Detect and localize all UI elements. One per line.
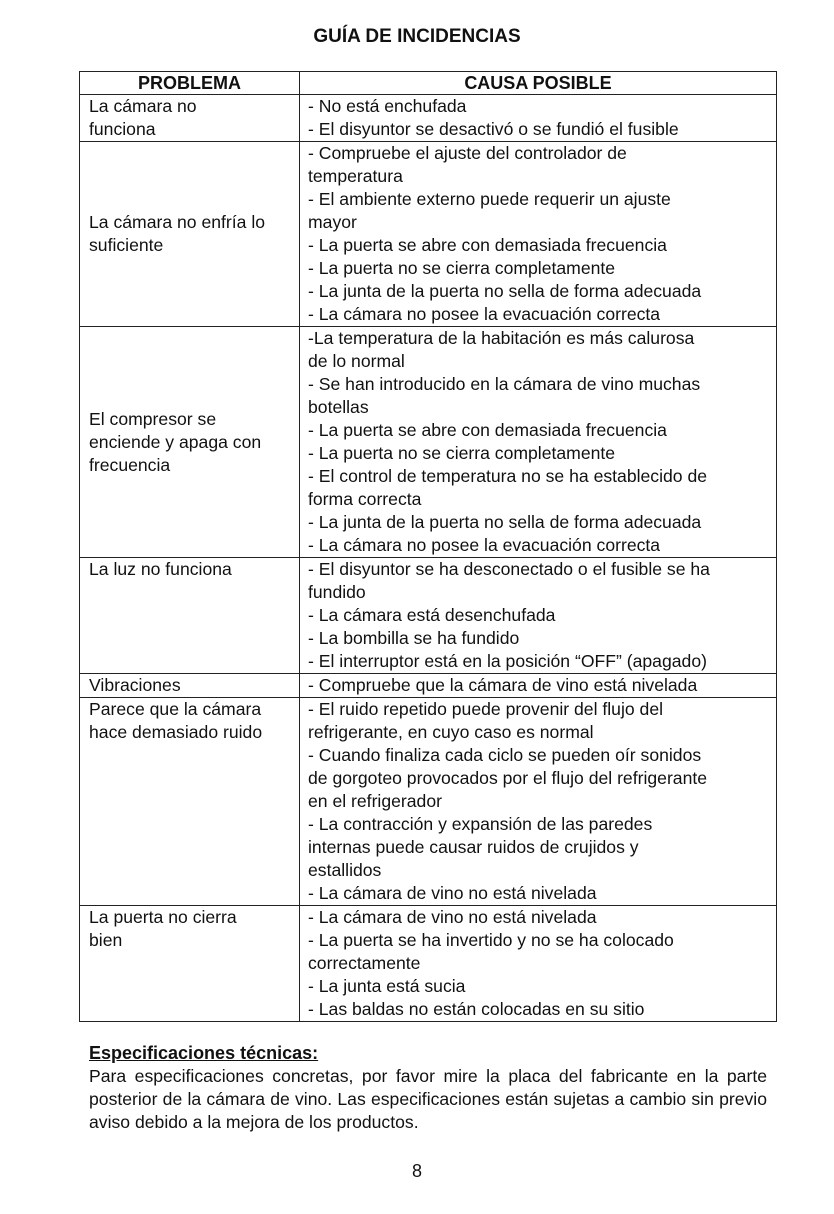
cause-line: - La puerta no se cierra completamente <box>308 443 616 463</box>
cause-line: - La cámara de vino no está nivelada <box>308 883 597 903</box>
cause-line: de lo normal <box>308 351 405 371</box>
cause-line: botellas <box>308 397 369 417</box>
problem-cell <box>80 906 300 1022</box>
cause-line: - El interruptor está en la posición “OFF” (apagado) <box>308 651 707 671</box>
cause-line: - Compruebe el ajuste del controlador de <box>308 143 627 163</box>
problem-line: frecuencia <box>89 454 171 475</box>
table-row <box>80 698 777 906</box>
cause-line: - El ruido repetido puede provenir del flujo del <box>308 699 664 719</box>
problem-line: Vibraciones <box>89 675 181 695</box>
cause-line: - La cámara de vino no está nivelada <box>308 907 597 927</box>
problem-cell <box>80 698 300 906</box>
header-cause: CAUSA POSIBLE <box>300 72 777 95</box>
cause-line: - La puerta no se cierra completamente <box>308 258 616 278</box>
header-problem: PROBLEMA <box>80 72 300 95</box>
problem-line: bien <box>89 930 123 950</box>
problem-cell <box>80 95 300 142</box>
cause-line: - La contracción y expansión de las paredes <box>308 814 653 834</box>
problem-line: La cámara no enfría lo <box>89 212 266 232</box>
problem-cell <box>80 327 300 558</box>
cause-line: - El ambiente externo puede requerir un ajuste <box>308 189 671 209</box>
cause-line: - No está enchufada <box>308 96 467 116</box>
specifications-heading: Especificaciones técnicas: <box>89 1043 319 1063</box>
cause-cell <box>300 327 777 558</box>
table-row <box>80 142 777 327</box>
cause-line: - Compruebe que la cámara de vino está nivelada <box>308 675 698 695</box>
cause-line: - La cámara no posee la evacuación correcta <box>308 535 661 555</box>
cause-cell <box>300 698 777 906</box>
problem-line: hace demasiado ruido <box>89 722 263 742</box>
problem-cell <box>80 558 300 674</box>
cause-line: - Cuando finaliza cada ciclo se pueden oír sonidos <box>308 745 702 765</box>
cause-line: temperatura <box>308 166 403 186</box>
cause-line: - La junta de la puerta no sella de forma adecuada <box>308 512 702 532</box>
cause-line: - El disyuntor se desactivó o se fundió el fusible <box>308 119 679 139</box>
problem-cell <box>80 142 300 327</box>
problem-line: El compresor se <box>89 408 217 429</box>
cause-line: - El control de temperatura no se ha establecido de <box>308 466 708 486</box>
cause-cell <box>300 558 777 674</box>
cause-line: - La bombilla se ha fundido <box>308 628 520 648</box>
problem-line: enciende y apaga con <box>89 431 262 452</box>
specifications-section <box>89 1042 767 1134</box>
page-title: GUÍA DE INCIDENCIAS <box>313 26 521 47</box>
table-row <box>80 906 777 1022</box>
table-row <box>80 558 777 674</box>
problem-line: La luz no funciona <box>89 559 232 579</box>
table-row <box>80 95 777 142</box>
specifications-text: Para especificaciones concretas, por favor mire la placa del fabricante en la parte posterior de la cámara de vino. Las especificaciones están sujetas a cambio sin previo aviso debido a la mejora de los productos. <box>89 1066 767 1132</box>
cause-line: - La cámara está desenchufada <box>308 605 556 625</box>
cause-line: fundido <box>308 582 366 602</box>
cause-line: internas puede causar ruidos de crujidos y <box>308 837 639 857</box>
table-header-row <box>80 72 777 95</box>
cause-line: mayor <box>308 212 357 232</box>
cause-line: - El disyuntor se ha desconectado o el fusible se ha <box>308 559 710 579</box>
cause-cell <box>300 674 777 698</box>
table-row <box>80 327 777 558</box>
troubleshooting-table <box>79 71 777 1022</box>
cause-line: - Las baldas no están colocadas en su sitio <box>308 999 645 1019</box>
cause-cell <box>300 142 777 327</box>
problem-line: suficiente <box>89 235 164 255</box>
table-row <box>80 674 777 698</box>
cause-line: en el refrigerador <box>308 791 442 811</box>
cause-line: - La junta de la puerta no sella de forma adecuada <box>308 281 702 301</box>
cause-cell <box>300 906 777 1022</box>
cause-line: - La puerta se abre con demasiada frecuencia <box>308 420 667 440</box>
cause-line: - La cámara no posee la evacuación correcta <box>308 304 661 324</box>
cause-line: estallidos <box>308 860 382 880</box>
cause-line: -La temperatura de la habitación es más calurosa <box>308 328 695 348</box>
problem-line: Parece que la cámara <box>89 699 262 719</box>
cause-line: - La junta está sucia <box>308 976 466 996</box>
cause-line: refrigerante, en cuyo caso es normal <box>308 722 594 742</box>
cause-line: - La puerta se ha invertido y no se ha colocado <box>308 930 674 950</box>
cause-line: - La puerta se abre con demasiada frecuencia <box>308 235 667 255</box>
cause-line: - Se han introducido en la cámara de vino muchas <box>308 374 701 394</box>
cause-line: forma correcta <box>308 489 422 509</box>
cause-line: correctamente <box>308 953 421 973</box>
problem-line: La cámara no <box>89 96 197 116</box>
problem-line: funciona <box>89 119 156 139</box>
problem-line: La puerta no cierra <box>89 907 237 927</box>
cause-cell <box>300 95 777 142</box>
cause-line: de gorgoteo provocados por el flujo del refrigerante <box>308 768 708 788</box>
page-number: 8 <box>411 1161 422 1181</box>
problem-cell <box>80 674 300 698</box>
